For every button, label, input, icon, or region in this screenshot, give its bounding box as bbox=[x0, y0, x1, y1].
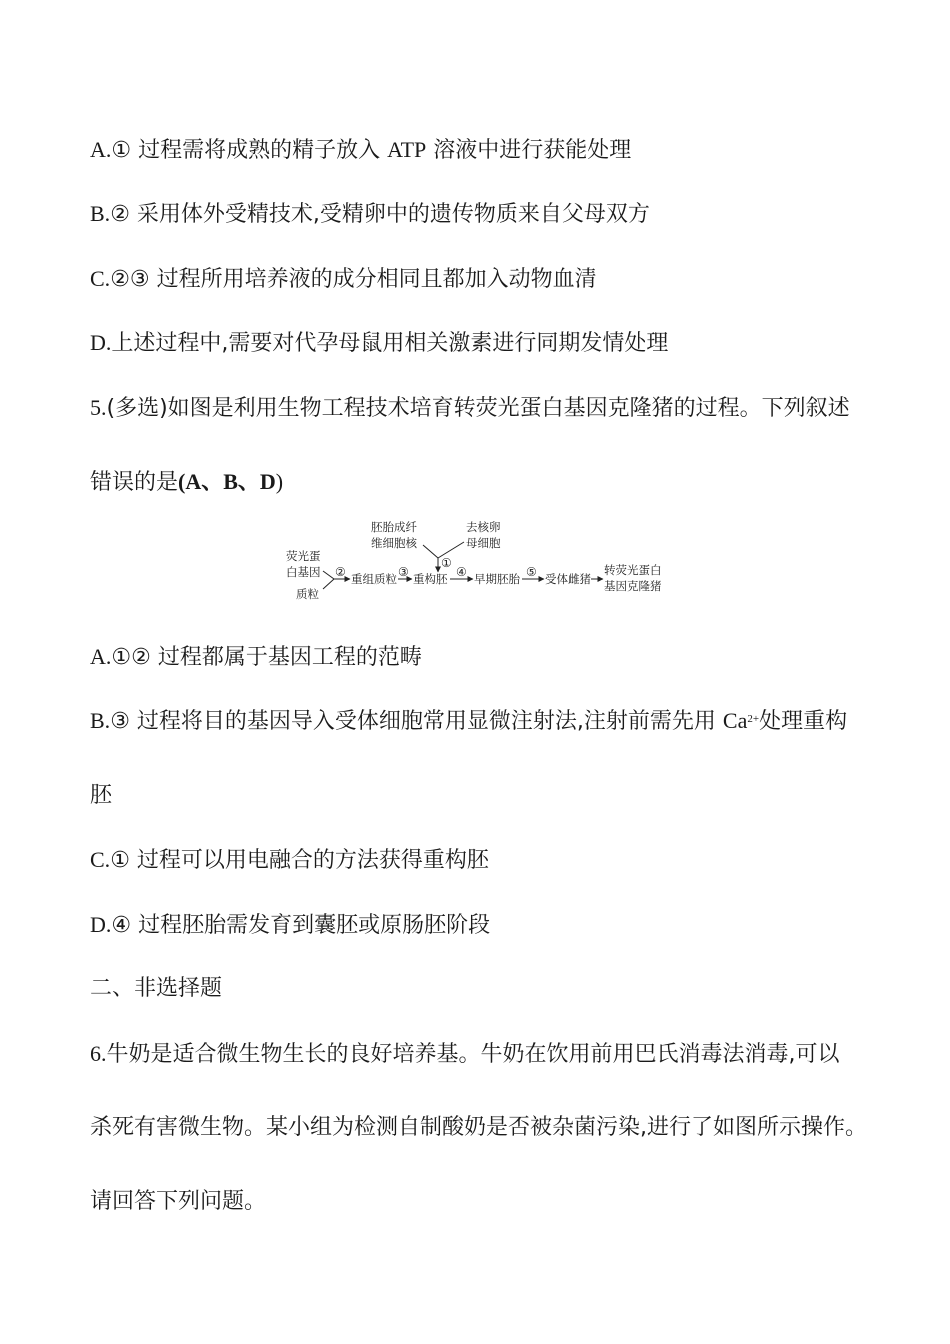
recipient-sow-node: 受体雌猪 bbox=[545, 572, 591, 586]
step-3-label: ③ bbox=[398, 565, 409, 579]
q4-option-d bbox=[90, 328, 668, 359]
q4-option-c bbox=[90, 264, 597, 295]
reconstructed-embryo-node: 重构胚 bbox=[413, 572, 448, 586]
q5-stem-line2 bbox=[90, 467, 283, 498]
fluorescent-gene-label: 白基因 bbox=[286, 565, 321, 579]
option-prefix: A. bbox=[90, 644, 112, 669]
q5-option-b bbox=[90, 706, 847, 737]
transgenic-pig-result: 基因克隆猪 bbox=[604, 579, 662, 593]
q5-option-b-cont bbox=[90, 781, 112, 811]
q5-stem-line1 bbox=[90, 393, 850, 424]
fluorescent-gene-label: 荧光蛋 bbox=[286, 549, 321, 563]
plasmid-label: 质粒 bbox=[296, 587, 319, 601]
option-prefix: C. bbox=[90, 847, 111, 872]
step-5-label: ⑤ bbox=[526, 565, 537, 579]
fusion-line-left bbox=[423, 545, 438, 558]
donor-nucleus-label: 维细胞核 bbox=[371, 536, 417, 550]
option-text: ② 采用体外受精技术,受精卵中的遗传物质来自父母双方 bbox=[110, 202, 650, 227]
q4-option-b bbox=[90, 199, 650, 230]
q6-line1 bbox=[90, 1039, 840, 1070]
option-text: 处理重构 bbox=[759, 709, 848, 734]
step-1-label: ① bbox=[441, 556, 452, 570]
option-text: ① 过程可以用电融合的方法获得重构胚 bbox=[110, 848, 489, 873]
option-text: 胚 bbox=[90, 783, 113, 808]
donor-nucleus-label: 胚胎成纤 bbox=[371, 520, 417, 534]
q4-option-a bbox=[90, 135, 631, 166]
option-text: 过程需将成熟的精子放入 bbox=[131, 138, 388, 163]
option-prefix: B. bbox=[90, 708, 111, 733]
option-prefix: C. bbox=[90, 266, 111, 291]
option-text: 上述过程中,需要对代孕母鼠用相关激素进行同期发情处理 bbox=[111, 331, 669, 356]
q5-option-a bbox=[90, 642, 422, 673]
step-2-label: ② bbox=[335, 565, 346, 579]
early-embryo-node: 早期胚胎 bbox=[474, 572, 520, 586]
q5-option-c bbox=[90, 845, 489, 876]
enucleated-oocyte-label: 去核卵 bbox=[466, 520, 501, 534]
merge-line-top bbox=[323, 571, 334, 579]
cloning-process-diagram bbox=[278, 518, 678, 604]
question-stem: 请回答下列问题。 bbox=[90, 1189, 267, 1214]
option-text: ②③ 过程所用培养液的成分相同且都加入动物血清 bbox=[110, 267, 597, 292]
enucleated-oocyte-label: 母细胞 bbox=[466, 536, 501, 550]
answer-open: ( bbox=[178, 469, 186, 494]
question-stem: (多选)如图是利用生物工程技术培育转荧光蛋白基因克隆猪的过程。下列叙述 bbox=[106, 396, 850, 421]
question-stem: 杀死有害微生物。某小组为检测自制酸奶是否被杂菌污染,进行了如图所示操作。 bbox=[90, 1115, 867, 1140]
option-mark: ① bbox=[111, 138, 132, 163]
option-text: ③ 过程将目的基因导入受体细胞常用显微注射法,注射前需先用 bbox=[110, 709, 723, 734]
question-stem: 错误的是 bbox=[90, 470, 179, 495]
option-text: ④ 过程胚胎需发育到囊胚或原肠胚阶段 bbox=[111, 913, 491, 938]
question-number: 5. bbox=[90, 395, 107, 420]
option-text: ①② 过程都属于基因工程的范畴 bbox=[111, 645, 422, 670]
answer-close: ) bbox=[275, 469, 284, 494]
calcium-charge: 2+ bbox=[747, 713, 760, 725]
option-prefix: D. bbox=[90, 330, 112, 355]
q5-option-d bbox=[90, 910, 490, 941]
option-prefix: B. bbox=[90, 201, 111, 226]
option-prefix: D. bbox=[90, 912, 112, 937]
atp-term: ATP bbox=[387, 137, 427, 162]
calcium-symbol: Ca bbox=[722, 708, 748, 733]
section-title: 二、非选择题 bbox=[90, 976, 223, 1001]
step-4-label: ④ bbox=[456, 565, 467, 579]
option-prefix: A. bbox=[90, 137, 112, 162]
option-text: 溶液中进行获能处理 bbox=[426, 138, 632, 163]
question-stem: 牛奶是适合微生物生长的良好培养基。牛奶在饮用前用巴氏消毒法消毒,可以 bbox=[106, 1042, 840, 1067]
recombinant-plasmid-node: 重组质粒 bbox=[351, 572, 397, 586]
answer-key: A、B、D bbox=[185, 469, 276, 494]
q6-line2 bbox=[90, 1113, 867, 1143]
q6-line3 bbox=[90, 1187, 266, 1217]
merge-line-bottom bbox=[323, 579, 334, 589]
transgenic-pig-result: 转荧光蛋白 bbox=[604, 563, 662, 577]
question-number: 6. bbox=[90, 1041, 107, 1066]
